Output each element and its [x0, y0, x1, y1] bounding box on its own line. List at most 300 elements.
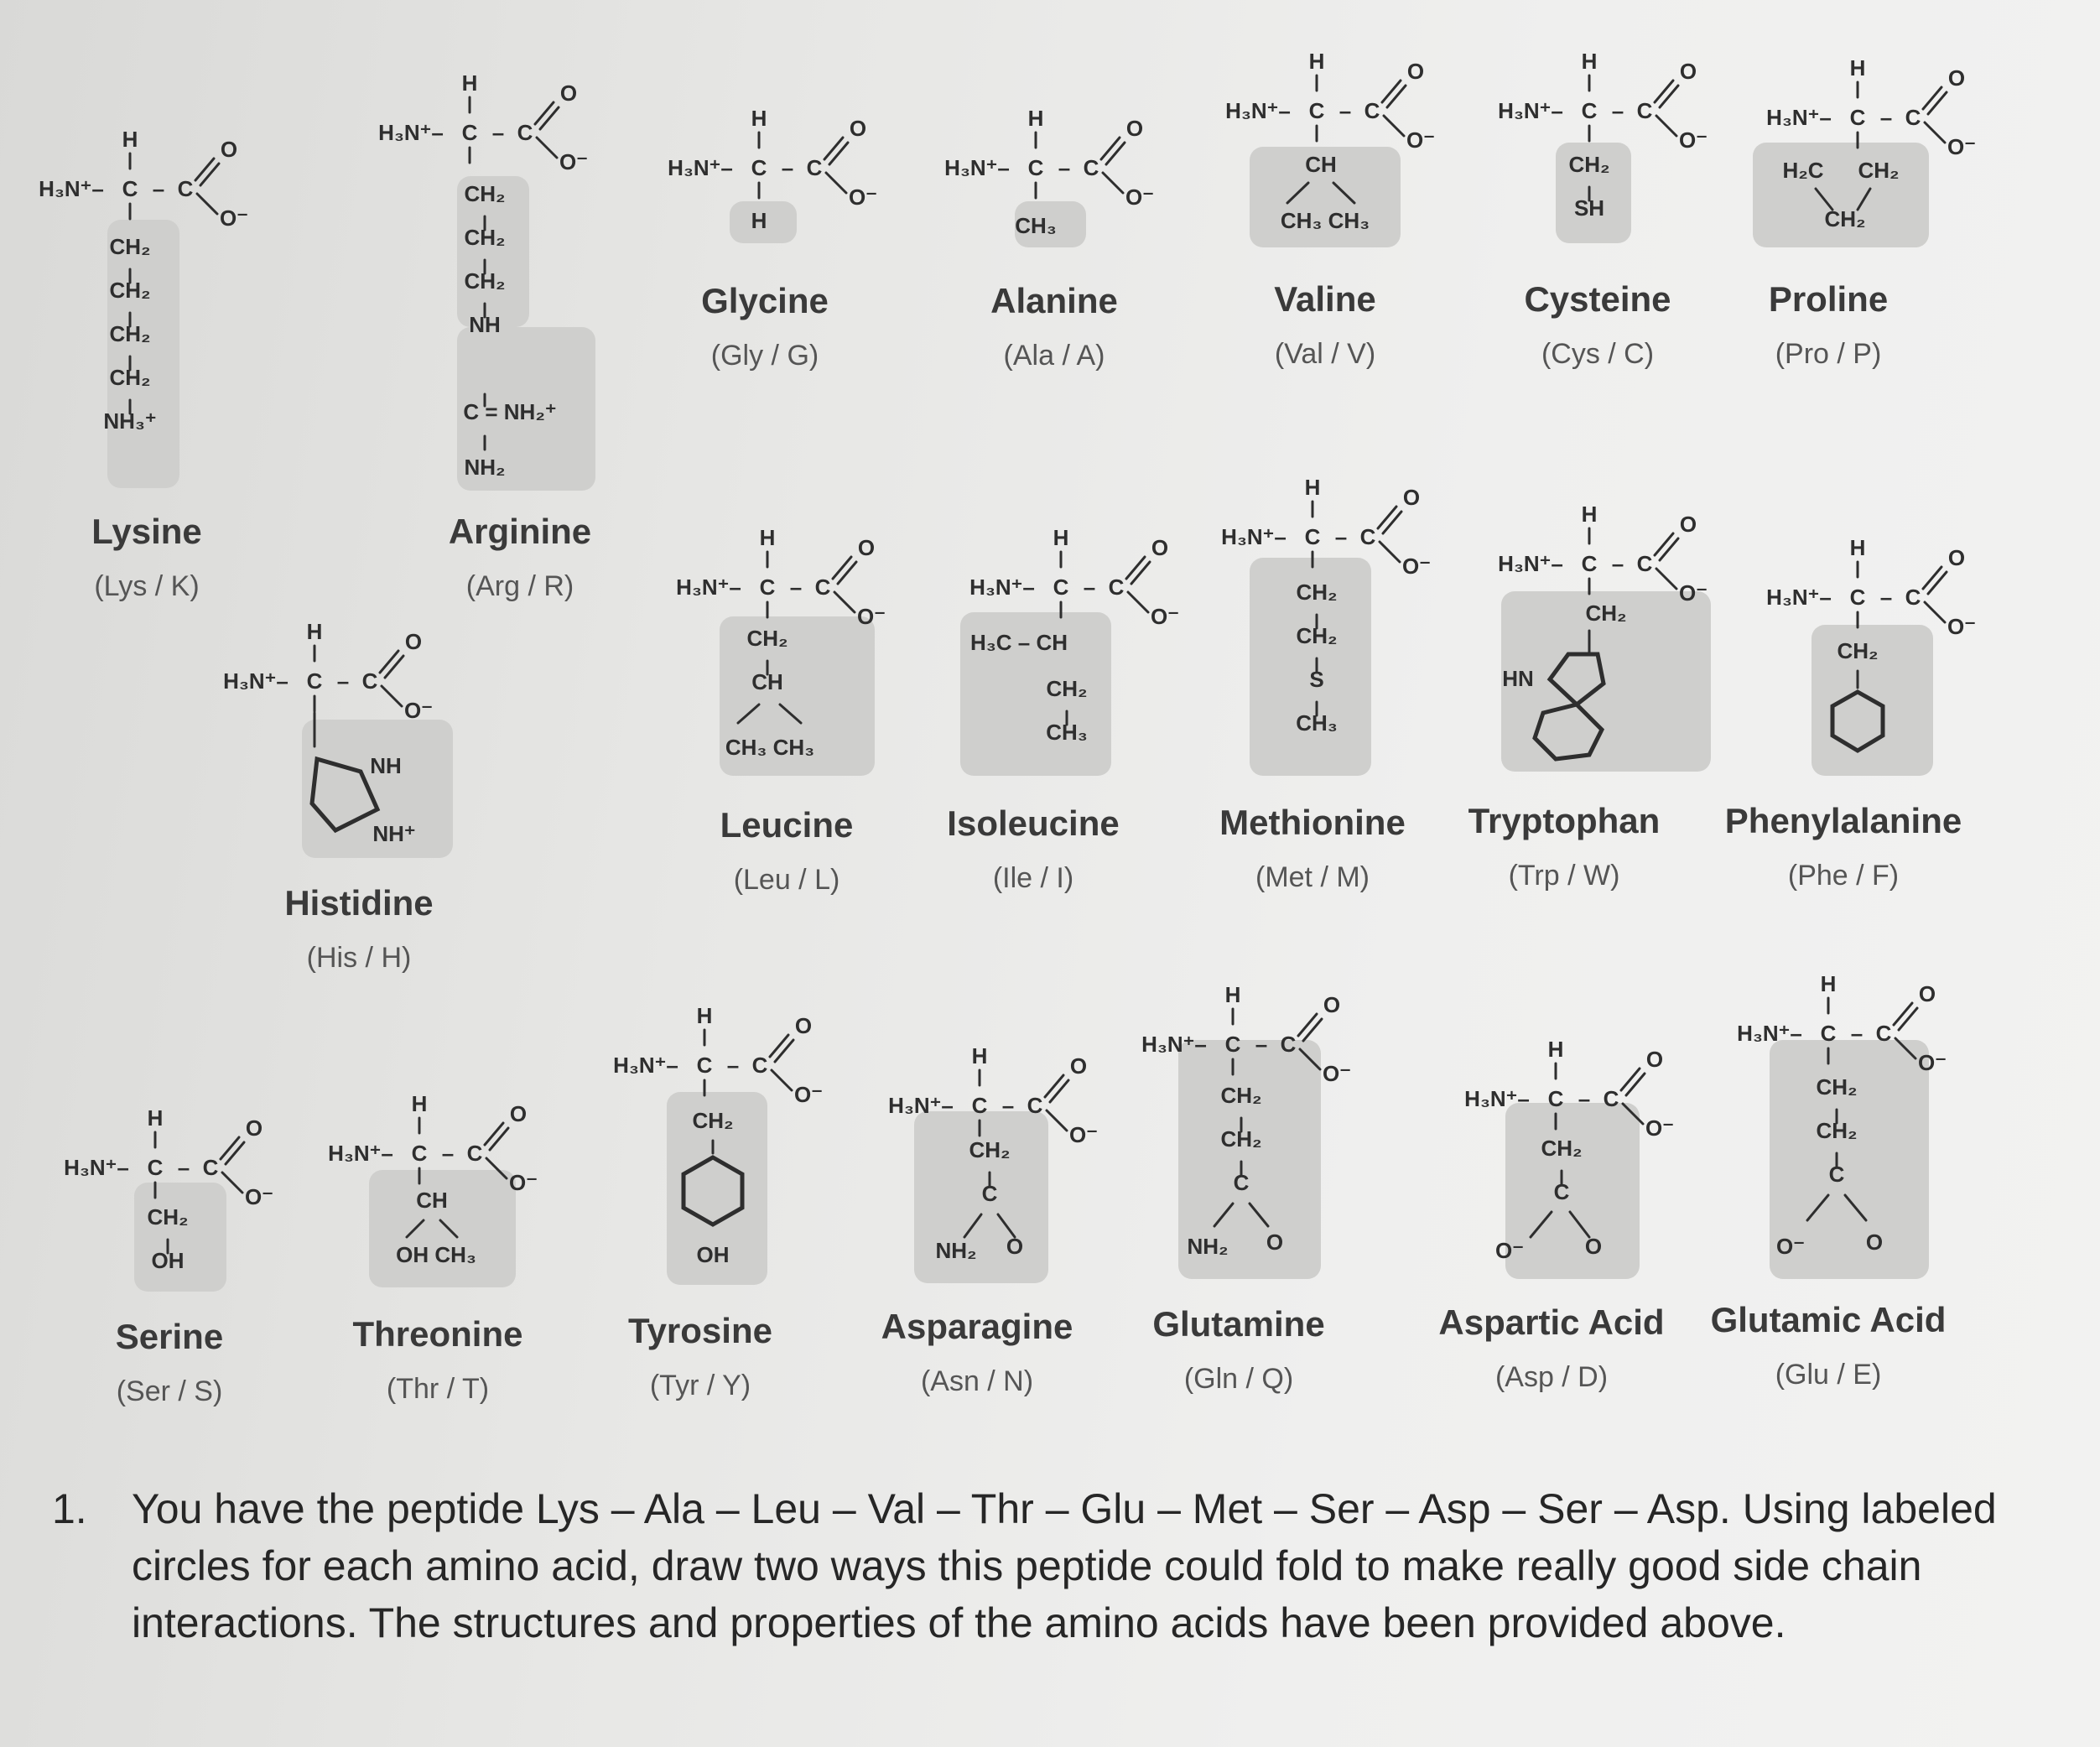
atom-label: O	[1584, 1234, 1603, 1259]
atom-label: O⁻	[1645, 1115, 1674, 1141]
atom-label: H	[696, 1003, 713, 1028]
atom-label: C	[361, 668, 378, 694]
atom-label: C	[751, 1053, 768, 1078]
bond-line	[1382, 81, 1401, 102]
atom-label: H₃N⁺–	[1464, 1086, 1530, 1111]
atom-label: H	[461, 70, 478, 96]
atom-label: O⁻	[794, 1082, 823, 1107]
atom-label: O⁻	[245, 1184, 273, 1209]
bond-line	[834, 592, 855, 612]
amino-acid-name: Methionine	[1219, 803, 1406, 842]
atom-label: O⁻	[1406, 127, 1435, 153]
atom-label: O	[1323, 992, 1341, 1017]
atom-label: CH₃ CH₃	[1280, 208, 1370, 233]
amino-acid-abbr: (Gln / Q)	[1183, 1363, 1294, 1395]
atom-label: O	[404, 629, 423, 654]
atom-label: O⁻	[1402, 554, 1431, 579]
atom-label: H	[1581, 49, 1598, 74]
atom-label: H	[971, 1043, 988, 1068]
atom-label: O⁻	[1918, 1050, 1947, 1075]
amino-acid-cysteine	[1463, 279, 1732, 371]
atom-label: H₃N⁺–	[378, 120, 444, 145]
atom-label: CH₂	[692, 1108, 734, 1133]
atom-label: HN	[1502, 666, 1534, 691]
amino-acid-abbr: (Met / M)	[1255, 861, 1370, 893]
atom-label: C	[147, 1155, 164, 1180]
bond-line	[824, 138, 843, 159]
amino-acid-name: Arginine	[448, 512, 592, 551]
atom-label: O	[794, 1013, 813, 1038]
atom-label: O	[1645, 1047, 1664, 1072]
side-chain-box	[107, 220, 179, 488]
atom-label: –	[1338, 98, 1352, 123]
amino-acid-abbr: (Gly / G)	[710, 340, 819, 372]
atom-label: O	[1918, 981, 1936, 1006]
bond-line	[770, 1035, 788, 1057]
atom-label: CH₂	[464, 268, 506, 294]
amino-acid-proline	[1694, 279, 1962, 371]
bond-line	[537, 138, 557, 158]
atom-label: H₃N⁺–	[944, 155, 1010, 180]
amino-acid-abbr: (Asp / D)	[1494, 1361, 1609, 1393]
atom-label: CH₂	[1858, 158, 1900, 183]
atom-label: CH₂	[1816, 1118, 1858, 1143]
atom-label: H₃C – CH	[969, 630, 1068, 655]
atom-label: CH₂	[109, 278, 151, 303]
atom-label: O⁻	[857, 604, 886, 629]
amino-acid-methionine	[1178, 803, 1447, 894]
atom-label: CH₂	[1541, 1136, 1583, 1161]
bond-line	[1655, 81, 1673, 102]
atom-label: H	[1581, 502, 1598, 527]
atom-label: H₃N⁺–	[1225, 98, 1291, 123]
atom-label: O	[857, 535, 876, 560]
atom-label: O	[1947, 65, 1966, 91]
atom-label: C	[1828, 1162, 1845, 1187]
atom-label: H	[411, 1091, 428, 1116]
amino-acid-name: Phenylalanine	[1724, 801, 1962, 840]
atom-label: C	[814, 575, 831, 600]
atom-label: C	[177, 176, 194, 201]
bond-line	[382, 686, 402, 706]
amino-acid-name: Tryptophan	[1468, 801, 1661, 840]
side-chain-box	[1753, 143, 1929, 247]
amino-acid-abbr: (Asn / N)	[920, 1365, 1034, 1397]
atom-label: CH₂	[1816, 1074, 1858, 1100]
amino-acid-abbr: (Lys / K)	[94, 570, 200, 602]
atom-label: –	[152, 176, 165, 201]
atom-label: O	[1402, 485, 1421, 510]
atom-label: O⁻	[1323, 1061, 1351, 1086]
atom-label: C	[981, 1181, 998, 1206]
atom-label: C	[1636, 551, 1653, 576]
amino-acid-alanine	[920, 281, 1188, 372]
bond-line	[1899, 1008, 1917, 1030]
bond-line	[535, 102, 554, 124]
atom-label: C	[1308, 98, 1325, 123]
bond-line	[226, 1142, 244, 1164]
atom-label: –	[1879, 105, 1893, 130]
bond-line	[221, 1137, 239, 1159]
atom-label: C	[1364, 98, 1380, 123]
atom-label: O	[1679, 512, 1697, 537]
atom-label: C	[1027, 1093, 1043, 1118]
amino-acid-isoleucine	[899, 803, 1167, 895]
atom-label: C	[696, 1053, 713, 1078]
atom-label: H₃N⁺–	[223, 668, 288, 694]
atom-label: SH	[1573, 195, 1605, 221]
atom-label: OH CH₃	[396, 1242, 476, 1267]
atom-label: O	[1679, 59, 1697, 84]
bond-line	[1894, 1003, 1912, 1025]
atom-label: CH₂	[1220, 1126, 1262, 1152]
atom-label: O⁻	[849, 185, 877, 210]
atom-label: H₃N⁺–	[64, 1155, 129, 1180]
atom-label: C	[1224, 1032, 1241, 1057]
atom-label: CH₂	[746, 626, 788, 651]
atom-label: H	[751, 208, 767, 233]
bond-line	[1925, 602, 1945, 622]
atom-label: C	[1083, 155, 1099, 180]
atom-label: H₃N⁺–	[676, 575, 741, 600]
atom-label: C	[1359, 524, 1376, 549]
bond-line	[1660, 86, 1678, 107]
atom-label: O	[1151, 535, 1169, 560]
atom-label: O⁻	[1151, 604, 1179, 629]
amino-acid-name: Cysteine	[1524, 279, 1671, 319]
atom-label: H	[1053, 525, 1069, 550]
atom-label: CH₂	[109, 365, 151, 390]
atom-label: CH₂	[969, 1137, 1011, 1162]
amino-acid-name: Glutamic Acid	[1710, 1300, 1947, 1339]
atom-label: C	[1849, 105, 1866, 130]
amino-acid-name: Tyrosine	[628, 1311, 772, 1350]
atom-label: O⁻	[1776, 1234, 1805, 1259]
atom-label: H₃N⁺–	[1498, 98, 1563, 123]
atom-label: H	[122, 127, 138, 152]
atom-label: H₃N⁺–	[328, 1141, 393, 1166]
bond-line	[1050, 1080, 1068, 1102]
amino-acid-name: Leucine	[720, 805, 854, 845]
atom-label: H₃N⁺–	[1766, 105, 1832, 130]
amino-acid-aspartic-acid	[1417, 1302, 1686, 1394]
atom-label: C	[1905, 105, 1921, 130]
atom-label: H₃N⁺–	[969, 575, 1035, 600]
atom-label: CH₂	[1824, 206, 1866, 231]
amino-acid-name: Asparagine	[881, 1307, 1073, 1346]
atom-label: C	[517, 120, 533, 145]
bond-line	[838, 562, 856, 584]
atom-label: C	[1581, 98, 1598, 123]
amino-acid-name: Glutamine	[1152, 1304, 1325, 1344]
atom-label: C	[1603, 1086, 1619, 1111]
amino-acid-abbr: (Tyr / Y)	[649, 1370, 751, 1401]
bond-line	[1925, 122, 1945, 143]
bond-line	[1045, 1075, 1063, 1097]
atom-label: O⁻	[220, 205, 248, 231]
bond-line	[833, 557, 851, 579]
amino-acid-abbr: (Ala / A)	[1003, 340, 1105, 372]
atom-label: OH	[696, 1242, 730, 1267]
atom-label: CH₃	[1296, 710, 1338, 736]
atom-label: O	[1406, 59, 1425, 84]
amino-acid-asparagine	[843, 1307, 1111, 1398]
atom-label: H	[147, 1105, 164, 1131]
atom-label: H₃N⁺–	[888, 1093, 954, 1118]
atom-label: CH₃	[1046, 720, 1088, 745]
amino-acid-abbr: (Val / V)	[1274, 338, 1376, 370]
atom-label: –	[1611, 98, 1624, 123]
amino-acid-name: Histidine	[284, 883, 434, 923]
atom-label: NH	[370, 753, 402, 778]
atom-label: C	[1280, 1032, 1297, 1057]
atom-label: O⁻	[1947, 614, 1976, 639]
atom-label: O⁻	[509, 1170, 538, 1195]
bond-line	[1101, 138, 1120, 159]
question-number: 1.	[52, 1485, 87, 1532]
atom-label: –	[1879, 585, 1893, 610]
atom-label: O⁻	[1947, 134, 1976, 159]
atom-label: CH	[416, 1188, 448, 1213]
amino-acid-name: Glycine	[701, 281, 829, 320]
atom-label: NH⁺	[372, 821, 416, 846]
atom-label: C	[1905, 585, 1921, 610]
atom-label: –	[336, 668, 350, 694]
bond-line	[1626, 1074, 1645, 1095]
atom-label: H₃N⁺–	[39, 176, 104, 201]
atom-label: CH₂	[1296, 623, 1338, 648]
amino-acid-leucine	[652, 805, 921, 897]
amino-acid-name: Isoleucine	[947, 803, 1120, 843]
atom-label: C	[759, 575, 776, 600]
atom-label: C	[1581, 551, 1598, 576]
amino-acid-arginine	[386, 512, 654, 603]
bond-line	[775, 1040, 793, 1062]
atom-label: C	[1108, 575, 1125, 600]
atom-label: O	[245, 1115, 263, 1141]
atom-label: NH	[469, 312, 501, 337]
atom-label: O⁻	[1679, 580, 1708, 606]
atom-label: C	[202, 1155, 219, 1180]
atom-label: O	[220, 137, 238, 162]
atom-label: –	[177, 1155, 190, 1180]
amino-acid-tryptophan	[1430, 801, 1698, 892]
atom-label: C	[1553, 1179, 1570, 1204]
amino-acid-tyrosine	[566, 1311, 834, 1402]
amino-acid-abbr: (Phe / F)	[1787, 860, 1900, 892]
amino-acid-name: Lysine	[91, 512, 202, 551]
question-text: You have the peptide Lys – Ala – Leu – Val – Thr – Glu – Met – Ser – Asp – Ser – Asp. Using labeled circles for each amino acid, draw two ways this peptide could fold to make really good side chain interactions. The structures and properties of the amino acids have been provided above.	[132, 1485, 1997, 1646]
atom-label: S	[1309, 667, 1324, 692]
atom-label: H	[751, 106, 767, 131]
atom-label: H	[1547, 1037, 1564, 1062]
atom-label: C	[1233, 1170, 1250, 1195]
amino-acid-abbr: (Glu / E)	[1775, 1359, 1882, 1391]
bond-line	[1660, 538, 1678, 560]
bond-line	[1383, 512, 1401, 533]
atom-label: H₃N⁺–	[668, 155, 733, 180]
amino-acid-abbr: (Ser / S)	[116, 1375, 223, 1407]
atom-label: CH₂	[464, 225, 506, 250]
atom-label: C	[1820, 1021, 1837, 1046]
atom-label: O	[1006, 1234, 1024, 1259]
atom-label: C	[466, 1141, 483, 1166]
atom-label: H₃N⁺–	[1221, 524, 1287, 549]
atom-label: NH₂	[935, 1238, 977, 1263]
atom-label: –	[1255, 1032, 1268, 1057]
atom-label: C	[1053, 575, 1069, 600]
atom-label: O	[1865, 1230, 1884, 1255]
atom-label: H₃N⁺–	[1498, 551, 1563, 576]
bond-line	[200, 164, 219, 185]
bond-line	[1128, 592, 1148, 612]
bond-line	[1106, 143, 1125, 164]
atom-label: O	[1266, 1230, 1284, 1255]
atom-label: OH	[151, 1248, 185, 1273]
bond-line	[385, 656, 403, 678]
atom-label: O⁻	[1495, 1238, 1524, 1263]
atom-label: H₃N⁺–	[1766, 585, 1832, 610]
atom-label: H	[1849, 535, 1866, 560]
atom-label: O⁻	[1069, 1122, 1098, 1147]
amino-acid-abbr: (Ile / I)	[992, 862, 1074, 894]
bond-line	[1303, 1019, 1322, 1041]
atom-label: –	[1083, 575, 1096, 600]
atom-label: CH	[1305, 152, 1337, 177]
atom-label: C	[1849, 585, 1866, 610]
atom-label: O⁻	[404, 698, 433, 723]
atom-label: –	[1334, 524, 1348, 549]
atom-label: CH₃	[1015, 213, 1057, 238]
atom-label: H₃N⁺–	[1737, 1021, 1802, 1046]
amino-acid-abbr: (Cys / C)	[1541, 338, 1655, 370]
amino-acid-lysine	[13, 512, 281, 603]
bond-line	[540, 107, 559, 129]
bond-line	[1047, 1110, 1067, 1131]
bond-line	[1923, 87, 1941, 109]
atom-label: –	[1001, 1093, 1015, 1118]
amino-acid-abbr: (Pro / P)	[1775, 338, 1882, 370]
atom-label: C = NH₂⁺	[463, 399, 557, 424]
bond-line	[1656, 116, 1676, 136]
atom-label: –	[781, 155, 794, 180]
bond-line	[1126, 557, 1145, 579]
bond-line	[1387, 86, 1406, 107]
bond-line	[1384, 116, 1404, 136]
bond-line	[1131, 562, 1150, 584]
atom-label: H	[1027, 106, 1044, 131]
atom-label: H	[306, 619, 323, 644]
side-chain-box	[1505, 1103, 1640, 1279]
atom-label: CH₂	[1585, 601, 1627, 626]
amino-acid-name: Proline	[1768, 279, 1889, 319]
bond-line	[826, 173, 846, 193]
atom-label: C	[751, 155, 767, 180]
atom-label: C	[971, 1093, 988, 1118]
atom-label: –	[726, 1053, 740, 1078]
atom-label: NH₂	[464, 455, 506, 480]
bond-line	[1298, 1014, 1317, 1036]
atom-label: H	[1308, 49, 1325, 74]
atom-label: C	[1304, 524, 1321, 549]
bond-line	[772, 1070, 792, 1090]
amino-acid-name: Serine	[115, 1317, 224, 1356]
atom-label: H	[1820, 971, 1837, 996]
bond-line	[1380, 542, 1400, 562]
atom-label: O	[849, 116, 867, 141]
atom-label: H₂C	[1782, 158, 1824, 183]
bond-line	[829, 143, 848, 164]
amino-acid-name: Valine	[1274, 279, 1376, 319]
amino-acid-phenylalanine	[1709, 801, 1978, 892]
bond-line	[222, 1172, 242, 1193]
atom-label: C	[306, 668, 323, 694]
side-chain-box	[134, 1183, 226, 1292]
atom-label: CH₂	[1220, 1083, 1262, 1108]
atom-label: –	[1578, 1086, 1591, 1111]
bond-line	[1656, 569, 1676, 589]
amino-acid-abbr: (Thr / T)	[386, 1373, 490, 1405]
amino-acid-abbr: (Leu / L)	[733, 864, 840, 896]
atom-label: H	[1224, 982, 1241, 1007]
amino-acid-serine	[35, 1317, 304, 1408]
atom-label: –	[1611, 551, 1624, 576]
atom-label: C	[122, 176, 138, 201]
atom-label: C	[461, 120, 478, 145]
bond-line	[1928, 92, 1947, 114]
atom-label: C	[1636, 98, 1653, 123]
atom-label: CH₂	[109, 234, 151, 259]
atom-label: –	[441, 1141, 455, 1166]
atom-label: O⁻	[1125, 185, 1154, 210]
atom-label: C	[1875, 1021, 1892, 1046]
atom-label: H₃N⁺–	[1141, 1032, 1207, 1057]
atom-label: O	[509, 1101, 528, 1126]
atom-label: –	[1058, 155, 1071, 180]
atom-label: CH	[751, 669, 783, 694]
atom-label: O	[1947, 545, 1966, 570]
atom-label: CH₂	[109, 321, 151, 346]
atom-label: NH₃⁺	[103, 408, 157, 434]
atom-label: O⁻	[559, 149, 588, 174]
bond-line	[1378, 507, 1396, 528]
atom-label: CH₂	[1568, 152, 1610, 177]
bond-line	[1655, 533, 1673, 555]
amino-acid-valine	[1191, 279, 1459, 371]
atom-label: –	[789, 575, 803, 600]
amino-acid-name: Threonine	[352, 1314, 523, 1354]
bond-line	[485, 1123, 503, 1145]
bond-line	[195, 159, 214, 180]
atom-label: CH₂	[147, 1204, 189, 1230]
atom-label: H	[1304, 475, 1321, 500]
atom-label: O	[1125, 116, 1144, 141]
bond-line	[1621, 1068, 1640, 1090]
atom-label: CH₃ CH₃	[725, 735, 815, 760]
atom-label: C	[806, 155, 823, 180]
amino-acid-histidine	[225, 883, 493, 975]
bond-line	[197, 194, 217, 214]
atom-label: H	[759, 525, 776, 550]
atom-label: C	[1547, 1086, 1564, 1111]
amino-acid-abbr: (Arg / R)	[465, 570, 574, 602]
atom-label: –	[491, 120, 505, 145]
atom-label: O⁻	[1679, 127, 1708, 153]
amino-acid-threonine	[304, 1314, 572, 1406]
atom-label: –	[1850, 1021, 1863, 1046]
bond-line	[490, 1128, 508, 1150]
amino-acid-name: Alanine	[990, 281, 1118, 320]
